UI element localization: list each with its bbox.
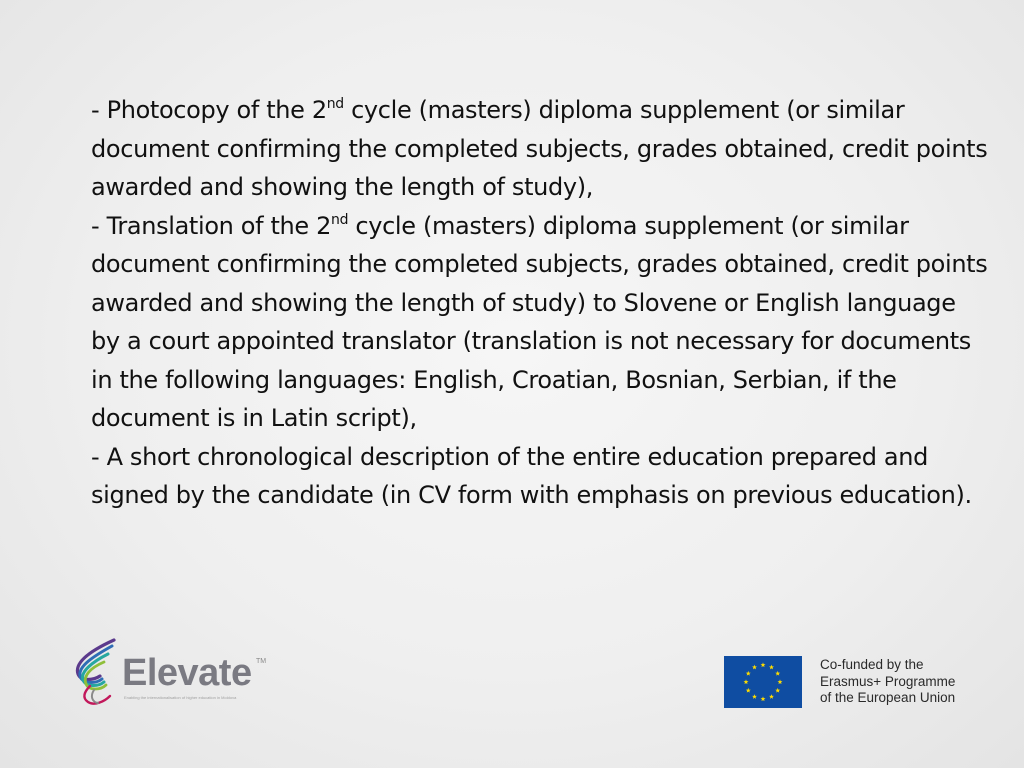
- elevate-wordmark: Elevate: [122, 652, 252, 694]
- eu-line-1: Co-funded by the: [820, 657, 924, 672]
- paragraph-text: cycle (masters) diploma supplement (or similar document confirming the completed subjects, grades obtained, credit points awarded and showing the length of study) to Slovene or English language by a court appointed translator (translation is not necessary for documents in the following languages: English, Croatian, Bosnian, Serbian, if the document is in Latin script),: [91, 211, 988, 432]
- paragraph-text: - Translation of the 2: [91, 211, 332, 240]
- elevate-swirl-icon: [70, 636, 120, 708]
- eu-line-3: of the European Union: [820, 690, 956, 705]
- elevate-logo: [70, 636, 270, 716]
- superscript: nd: [326, 96, 344, 112]
- elevate-tagline: Enabling the internationalisation of higher education in Moldova: [124, 695, 237, 700]
- trademark-mark: TM: [256, 658, 267, 665]
- eu-flag-icon: [724, 656, 802, 708]
- paragraph-text: - A short chronological description of the entire education prepared and signed by the candidate (in CV form with emphasis on previous education).: [91, 442, 972, 509]
- paragraph-cv: [91, 438, 991, 515]
- paragraph-photocopy: [91, 91, 991, 207]
- eu-line-2: Erasmus+ Programme: [820, 673, 956, 689]
- paragraph-translation: [91, 207, 991, 438]
- eu-cofunding-statement: [820, 657, 955, 707]
- superscript: nd: [331, 211, 349, 228]
- paragraph-text: - Photocopy of the 2: [91, 96, 327, 124]
- slide-body-text: [91, 91, 991, 515]
- paragraph-text: cycle (masters) diploma supplement (or similar document confirming the completed subjects, grades obtained, credit points awarded and showing the length of study),: [91, 96, 988, 201]
